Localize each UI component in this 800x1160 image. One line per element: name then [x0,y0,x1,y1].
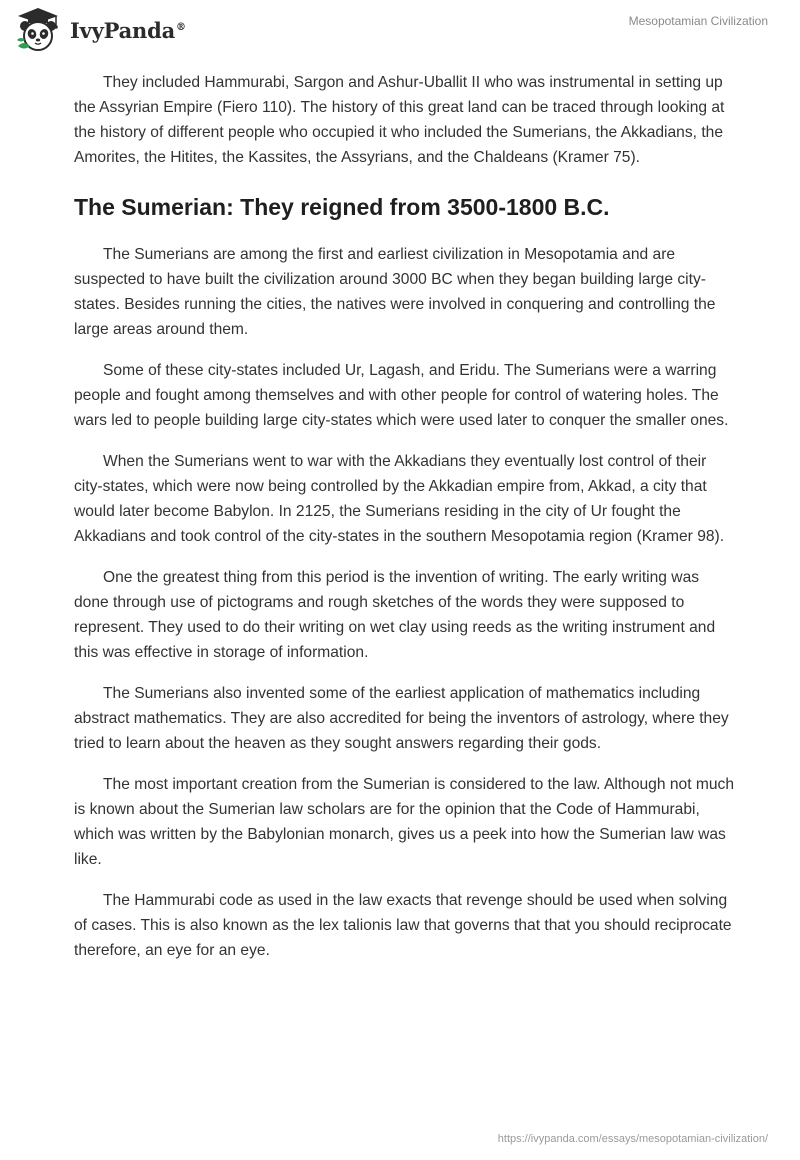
body-paragraph: The most important creation from the Sumerian is considered to the law. Although not much is known about the Sumerian law scholars are for the opinion that the Code of Hammurabi, which was written by the Babylonian monarch, gives us a peek into how the Sumerian law was like. [74,776,735,868]
registered-mark: ® [176,21,186,33]
source-url-link[interactable]: https://ivypanda.com/essays/mesopotamian-civilization/ [497,1133,768,1145]
brand-name [70,18,186,43]
body-paragraph: The Sumerians are among the first and earliest civilization in Mesopotamia and are suspected to have built the civilization around 3000 BC when they began building large city-states. Besides running the cities, the natives were involved in conquering and controlling the large areas around them. [74,246,716,338]
brand-logo[interactable] [14,6,186,54]
essay-content [74,70,734,979]
body-paragraph: When the Sumerians went to war with the Akkadians they eventually lost control of their city-states, which were now being controlled by the Akkadian empire from, Akkad, a city that would later become Babylon. In 2125, the Sumerians residing in the city of Ur fought the Akkadians and took control of the city-states in the southern Mesopotamia region (Kramer 98). [74,453,725,545]
document-title: Mesopotamian Civilization [628,14,768,28]
intro-paragraph: They included Hammurabi, Sargon and Ashur-Uballit II who was instrumental in setting up the Assyrian Empire (Fiero 110). The history of this great land can be traced through looking at the history of different people who occupied it who included the Sumerians, the Akkadians, the Amorites, the Hitites, the Kassites, the Assyrians, and the Chaldeans (Kramer 75). [74,74,725,166]
panda-graduate-icon [14,6,62,54]
page-header [0,0,800,60]
brand-name-text: IvyPanda [70,17,176,43]
body-paragraph: One the greatest thing from this period is the invention of writing. The early writing was done through use of pictograms and rough sketches of the words they were supposed to represent. They used to do their writing on wet clay using reeds as the writing instrument and this was effective in storage of information. [74,569,716,661]
body-paragraph: The Hammurabi code as used in the law exacts that revenge should be used when solving of cases. This is also known as the lex talionis law that governs that that you should reciprocate therefore, an eye for an eye. [74,892,732,959]
body-paragraph: The Sumerians also invented some of the earliest application of mathematics including abstract mathematics. They are also accredited for being the inventors of astrology, where they tried to learn about the heaven as they sought answers regarding their gods. [74,685,729,752]
body-paragraph: Some of these city-states included Ur, Lagash, and Eridu. The Sumerians were a warring people and fought among themselves and with other people for control of watering holes. The wars led to people building large city-states which were used later to conquer the smaller ones. [74,362,729,429]
section-heading: The Sumerian: They reigned from 3500-1800 B.C. [74,194,610,220]
